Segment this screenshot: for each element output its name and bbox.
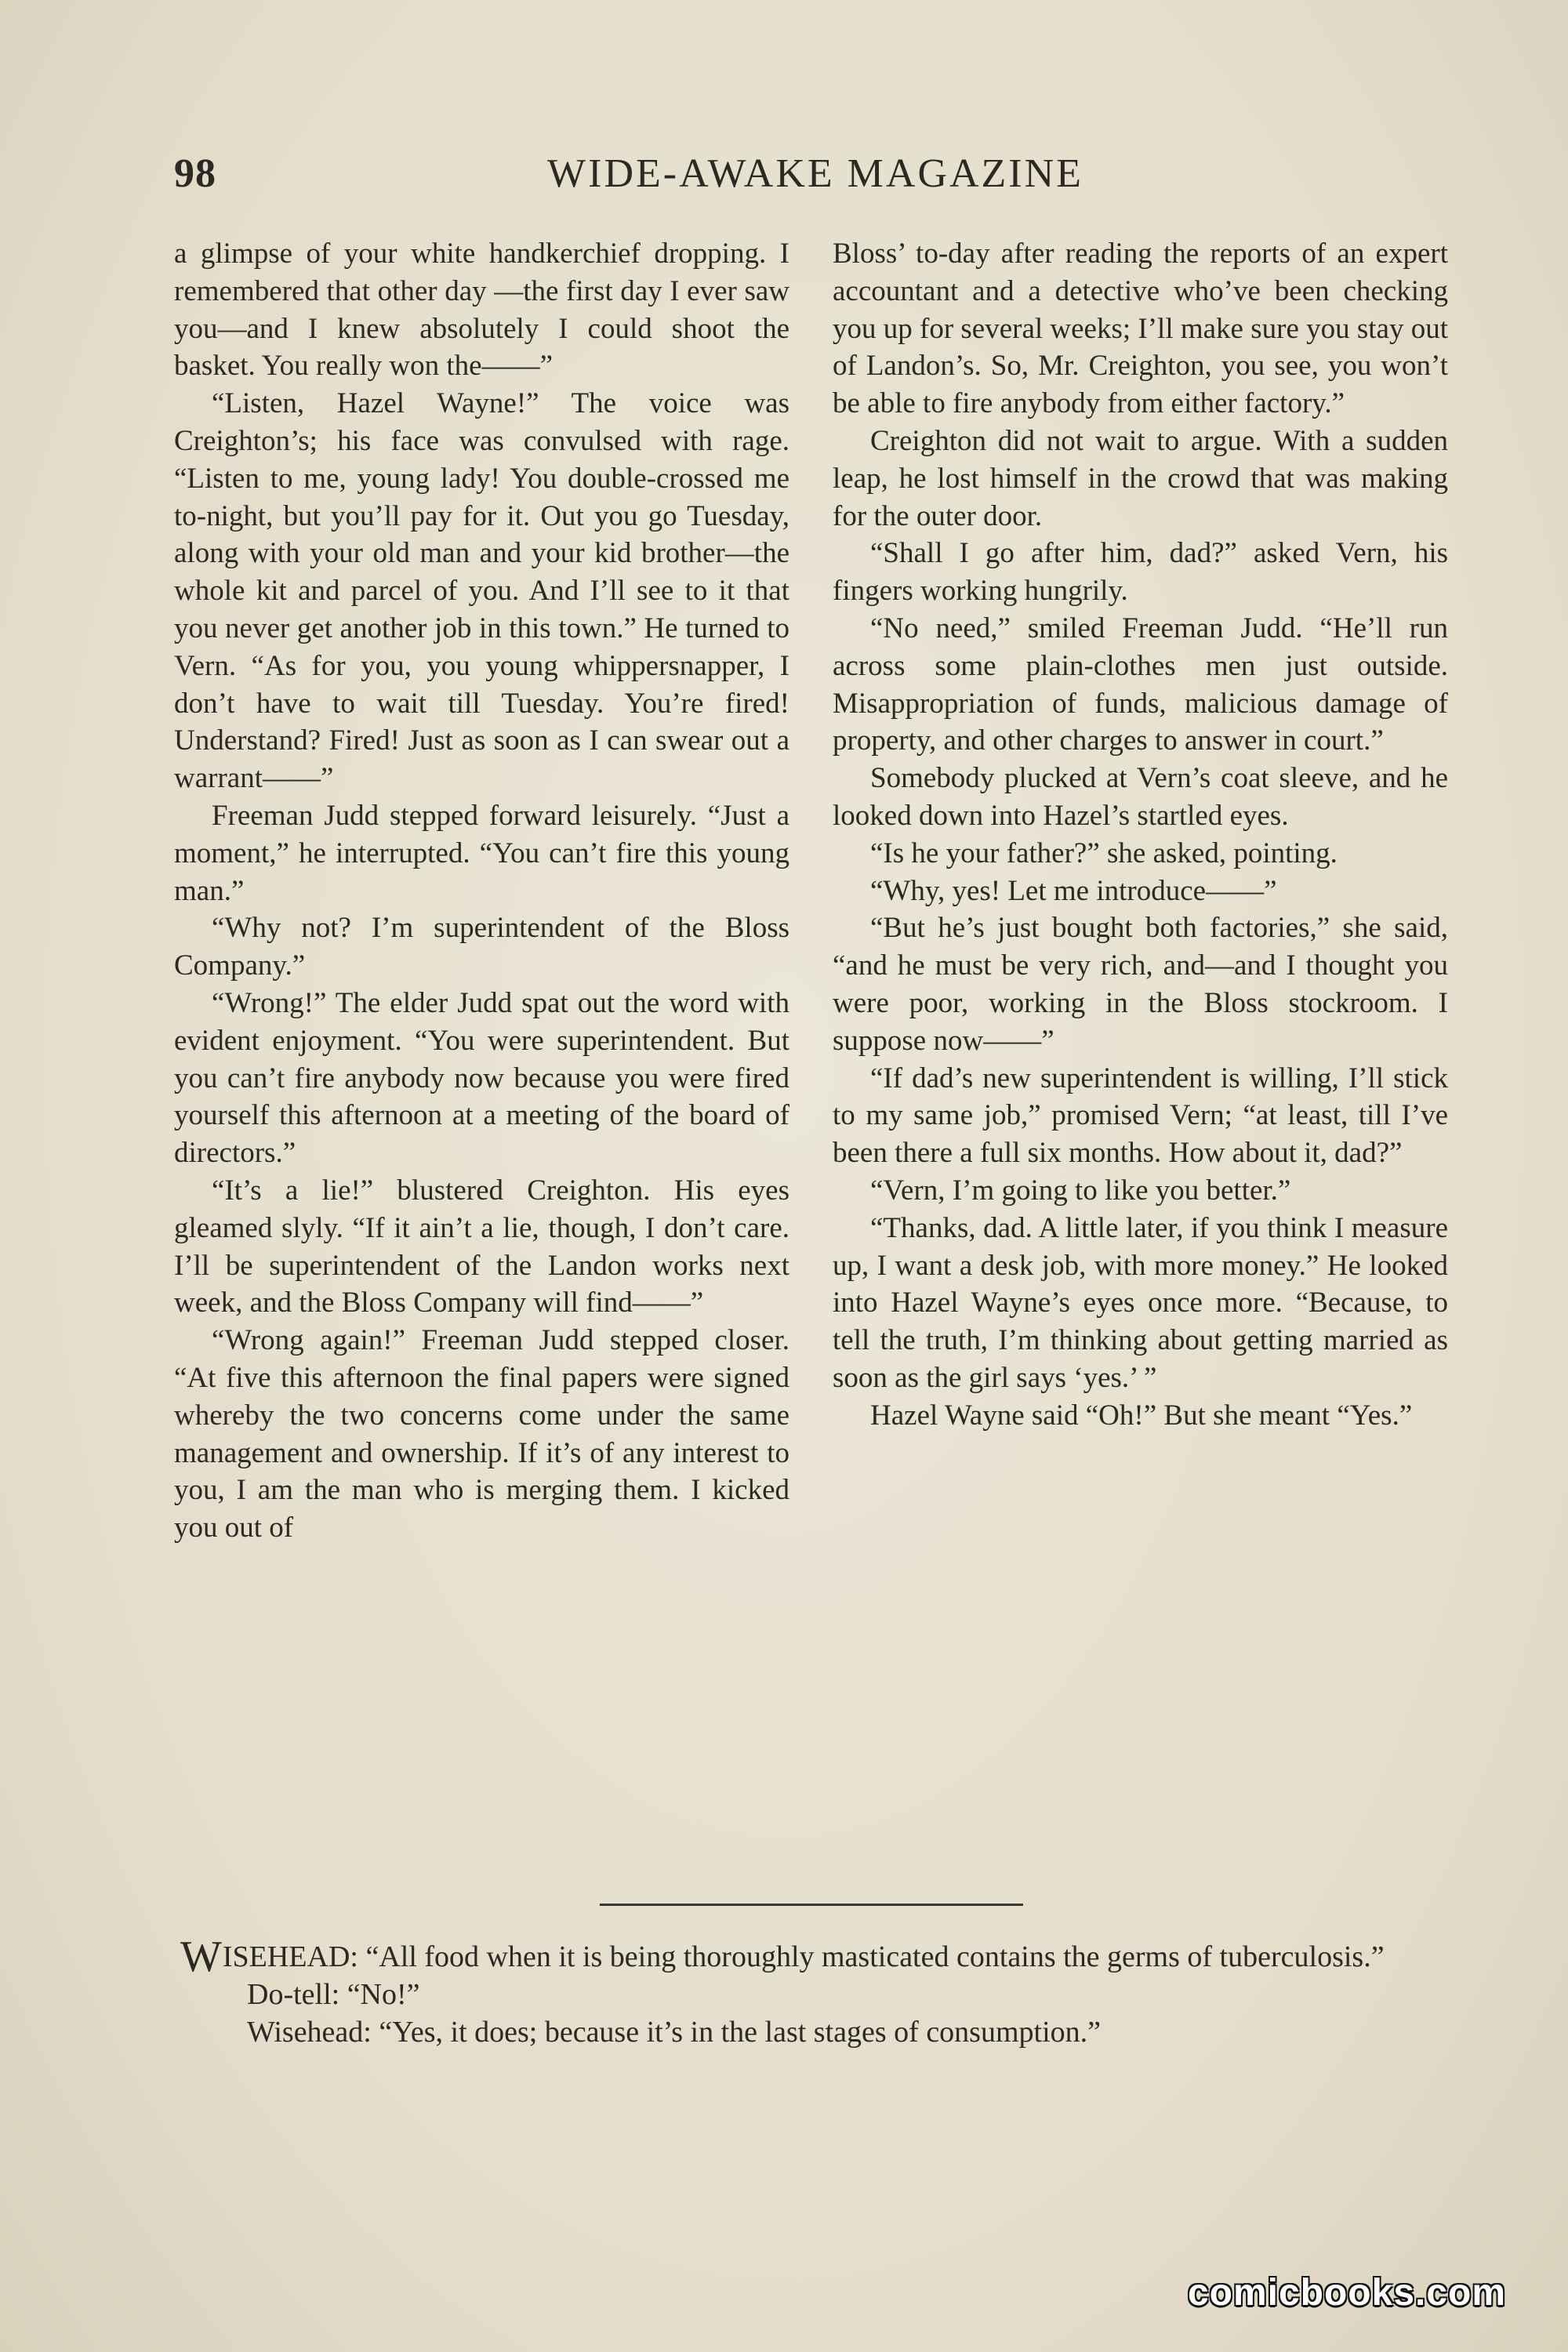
magazine-title: WIDE-AWAKE MAGAZINE xyxy=(547,151,1083,196)
joke-line-1 xyxy=(180,1933,1454,1981)
right-column xyxy=(833,235,1448,1435)
paragraph: “Is he your father?” she asked, pointing. xyxy=(870,837,1338,869)
paragraph: “It’s a lie!” blustered Creighton. His eyes gleamed slyly. “If it ain’t a lie, though, I don’t care. I’ll be superintendent of the Landon works next week, and the Bloss Company will find——” xyxy=(174,1174,789,1319)
paragraph: “Wrong again!” Freeman Judd stepped closer. “At five this afternoon the final papers were signed whereby the two concerns come under the same management and ownership. If it’s of any interest to you, I am the man who is merging them. I kicked you out of xyxy=(174,1324,789,1544)
drop-cap: W xyxy=(180,1933,222,1981)
paragraph: “Why not? I’m superintendent of the Bloss Company.” xyxy=(174,912,789,982)
paragraph: “Shall I go after him, dad?” asked Vern, his fingers working hungrily. xyxy=(833,537,1448,608)
section-divider xyxy=(600,1904,1023,1906)
paragraph: Hazel Wayne said “Oh!” But she meant “Yes.” xyxy=(870,1399,1413,1432)
paragraph: a glimpse of your white handkerchief dropping. I remembered that other day —the first day I ever saw you—and I knew absolutely I could shoot the basket. You really won the——” xyxy=(174,238,789,383)
paragraph: “Wrong!” The elder Judd spat out the word with evident enjoyment. “You were superintendent. But you can’t fire anybody now because you were fired yourself this afternoon at a meeting of the board of directors.” xyxy=(174,986,789,1170)
page-header xyxy=(0,151,1568,205)
paragraph: Somebody plucked at Vern’s coat sleeve, and he looked down into Hazel’s startled eyes. xyxy=(833,762,1448,832)
paragraph: Freeman Judd stepped forward leisurely. “Just a moment,” he interrupted. “You can’t fire this young man.” xyxy=(174,799,789,907)
site-watermark: comicbooks.com xyxy=(1187,2272,1507,2314)
paragraph: “But he’s just bought both factories,” she said, “and he must be very rich, and—and I thought you were poor, working in the Bloss stockroom. I suppose now——” xyxy=(833,912,1448,1057)
paragraph: “Vern, I’m going to like you better.” xyxy=(870,1174,1291,1207)
joke-text: ISEHEAD: “All food when it is being thoroughly masticated contains the germs of tuberculosis.” xyxy=(222,1940,1385,1973)
paragraph: “Listen, Hazel Wayne!” The voice was Creighton’s; his face was convulsed with rage. “Listen to me, young lady! You double-crossed me to-night, but you’ll pay for it. Out you go Tuesday, along with your old man and your kid brother—the whole kit and parcel of you. And I’ll see to it that you never get another job in this town.” He turned to Vern. “As for you, you young whippersnapper, I don’t have to wait till Tuesday. You’re fired! Understand? Fired! Just as soon as I can swear out a warrant——” xyxy=(174,387,789,795)
paragraph: “Why, yes! Let me introduce——” xyxy=(870,874,1277,907)
joke-line-3: Wisehead: “Yes, it does; because it’s in the last stages of consumption.” xyxy=(247,2016,1102,2049)
page-number: 98 xyxy=(174,151,216,196)
left-column xyxy=(174,235,789,1547)
paragraph: Bloss’ to-day after reading the reports of an expert accountant and a detective who’ve been checking you up for several weeks; I’ll make sure you stay out of Landon’s. So, Mr. Creighton, you see, you won’t be able to fire anybody from either factory.” xyxy=(833,238,1449,420)
paragraph: “Thanks, dad. A little later, if you think I measure up, I want a desk job, with more money.” He looked into Hazel Wayne’s eyes once more. “Because, to tell the truth, I’m thinking about getting married as soon as the girl says ‘yes.’ ” xyxy=(833,1211,1448,1394)
joke-line-2: Do-tell: “No!” xyxy=(247,1978,420,2011)
paragraph: Creighton did not wait to argue. With a sudden leap, he lost himself in the crowd that was making for the outer door. xyxy=(833,424,1448,532)
joke-block xyxy=(180,1933,1454,2051)
paragraph: “No need,” smiled Freeman Judd. “He’ll run across some plain-clothes men just outside. Misappropriation of funds, malicious damage of property, and other charges to answer in court.” xyxy=(833,612,1448,757)
paragraph: “If dad’s new superintendent is willing, I’ll stick to my same job,” promised Vern; “at least, till I’ve been there a full six months. How about it, dad?” xyxy=(833,1062,1448,1170)
